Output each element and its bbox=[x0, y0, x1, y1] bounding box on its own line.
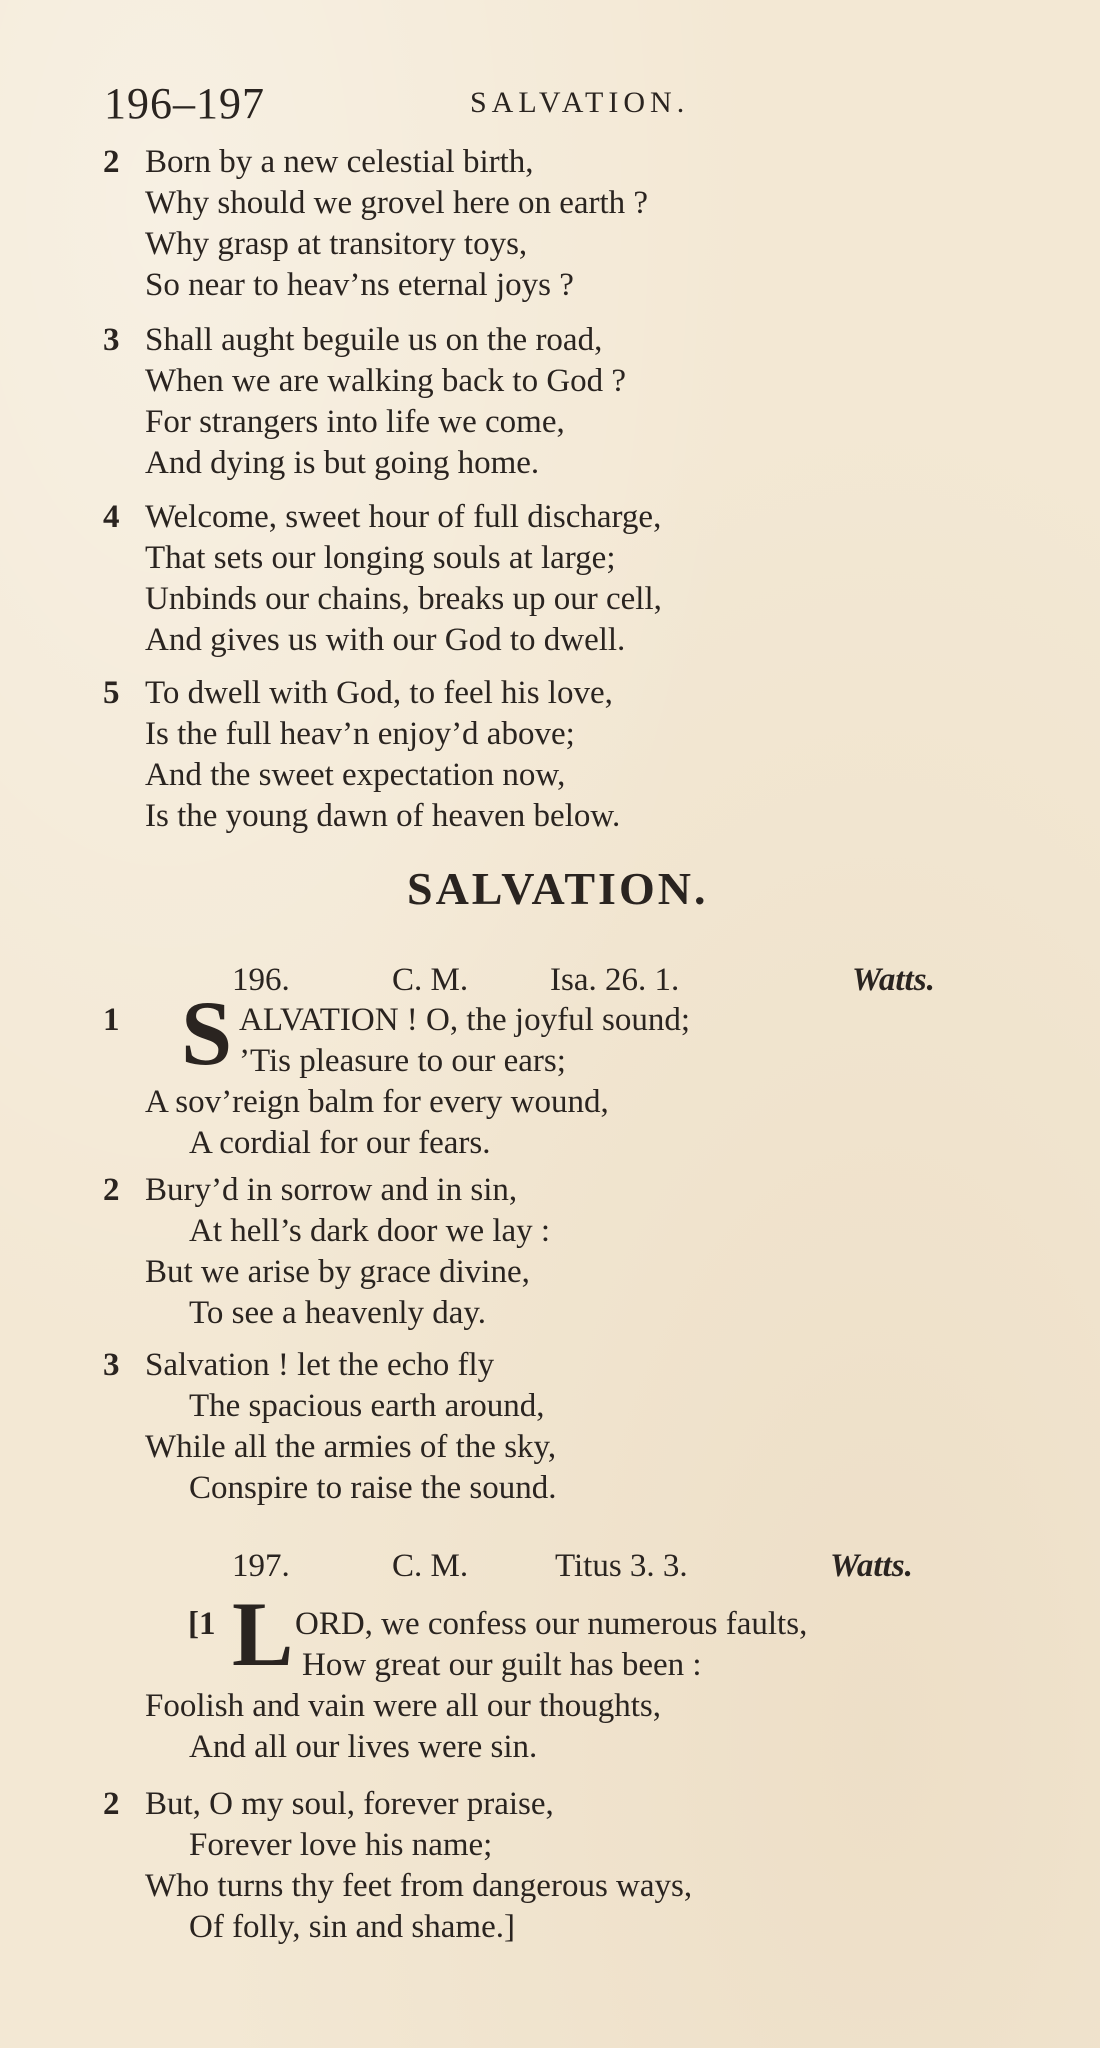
verse-line: And gives us with our God to dwell. bbox=[145, 622, 626, 658]
hymn-196-stanza-1 bbox=[103, 1000, 690, 1164]
verse-line: ’Tis pleasure to our ears; bbox=[239, 1043, 566, 1079]
verse-line: That sets our longing souls at large; bbox=[145, 540, 616, 576]
stanza-3-continued bbox=[103, 320, 627, 484]
stanza-number: 2 bbox=[103, 1786, 120, 1822]
verse-line: But we arise by grace divine, bbox=[145, 1254, 530, 1290]
page-number: 196–197 bbox=[104, 79, 265, 128]
hymn-197-header bbox=[0, 1546, 1100, 1586]
running-head: SALVATION. bbox=[470, 86, 690, 119]
verse-line: The spacious earth around, bbox=[189, 1388, 545, 1424]
hymn-197-stanza-2 bbox=[103, 1784, 693, 1948]
verse-line: At hell’s dark door we lay : bbox=[189, 1213, 551, 1249]
stanza-number: 2 bbox=[103, 144, 120, 180]
stanza-4-continued bbox=[103, 497, 662, 661]
verse-line: While all the armies of the sky, bbox=[145, 1429, 557, 1465]
dropcap-letter: L bbox=[232, 1583, 294, 1685]
section-heading: SALVATION. bbox=[407, 863, 709, 914]
verse-line: But, O my soul, forever praise, bbox=[145, 1786, 554, 1822]
verse-line: Why grasp at transitory toys, bbox=[145, 226, 528, 262]
stanza-number: 3 bbox=[103, 1347, 120, 1383]
verse-line: Born by a new celestial birth, bbox=[145, 144, 534, 180]
verse-line: Is the young dawn of heaven below. bbox=[145, 798, 621, 834]
verse-line: ALVATION ! O, the joyful sound; bbox=[239, 1002, 690, 1038]
hymn-meter: C. M. bbox=[392, 1548, 469, 1584]
hymn-author: Watts. bbox=[852, 962, 935, 998]
verse-line: A cordial for our fears. bbox=[189, 1125, 491, 1161]
verse-line: ORD, we confess our numerous faults, bbox=[295, 1606, 808, 1642]
verse-line: Shall aught beguile us on the road, bbox=[145, 322, 603, 358]
verse-line: Is the full heav’n enjoy’d above; bbox=[145, 716, 575, 752]
verse-line: For strangers into life we come, bbox=[145, 404, 565, 440]
verse-line: Forever love his name; bbox=[189, 1827, 493, 1863]
hymn-number: 197. bbox=[232, 1548, 290, 1584]
verse-line: Foolish and vain were all our thoughts, bbox=[145, 1688, 662, 1724]
hymn-number: 196. bbox=[232, 962, 290, 998]
stanza-5-continued bbox=[103, 673, 621, 837]
verse-line: Unbinds our chains, breaks up our cell, bbox=[145, 581, 662, 617]
hymn-scripture: Titus 3. 3. bbox=[555, 1548, 688, 1584]
bracket-mark: [1 bbox=[188, 1606, 216, 1642]
verse-line: How great our guilt has been : bbox=[302, 1647, 702, 1683]
hymn-197-stanza-1 bbox=[145, 1604, 807, 1768]
verse-line: Who turns thy feet from dangerous ways, bbox=[145, 1868, 693, 1904]
verse-line: A sov’reign balm for every wound, bbox=[145, 1084, 609, 1120]
verse-line: To dwell with God, to feel his love, bbox=[145, 675, 613, 711]
verse-line: And the sweet expectation now, bbox=[145, 757, 566, 793]
verse-line: Salvation ! let the echo fly bbox=[145, 1347, 495, 1383]
verse-line: Conspire to raise the sound. bbox=[189, 1470, 557, 1506]
verse-line: And dying is but going home. bbox=[145, 445, 540, 481]
hymn-scripture: Isa. 26. 1. bbox=[550, 962, 680, 998]
verse-line: So near to heav’ns eternal joys ? bbox=[145, 267, 574, 303]
stanza-number: 2 bbox=[103, 1172, 120, 1208]
hymn-author: Watts. bbox=[830, 1548, 913, 1584]
stanza-number: 1 bbox=[103, 1002, 120, 1038]
verse-line: Bury’d in sorrow and in sin, bbox=[145, 1172, 518, 1208]
stanza-number: 5 bbox=[103, 675, 120, 711]
verse-line: Of folly, sin and shame.] bbox=[189, 1909, 515, 1945]
hymn-196-header bbox=[0, 960, 1100, 1000]
verse-line: And all our lives were sin. bbox=[189, 1729, 538, 1765]
verse-line: To see a heavenly day. bbox=[189, 1295, 486, 1331]
dropcap-letter: S bbox=[181, 982, 233, 1084]
hymn-196-stanza-3 bbox=[103, 1345, 557, 1509]
verse-line: Why should we grovel here on earth ? bbox=[145, 185, 649, 221]
stanza-2-continued bbox=[103, 142, 649, 306]
stanza-number: 4 bbox=[103, 499, 120, 535]
hymn-196-stanza-2 bbox=[103, 1170, 551, 1334]
verse-line: Welcome, sweet hour of full discharge, bbox=[145, 499, 662, 535]
hymn-meter: C. M. bbox=[392, 962, 469, 998]
verse-line: When we are walking back to God ? bbox=[145, 363, 627, 399]
stanza-number: 3 bbox=[103, 322, 120, 358]
